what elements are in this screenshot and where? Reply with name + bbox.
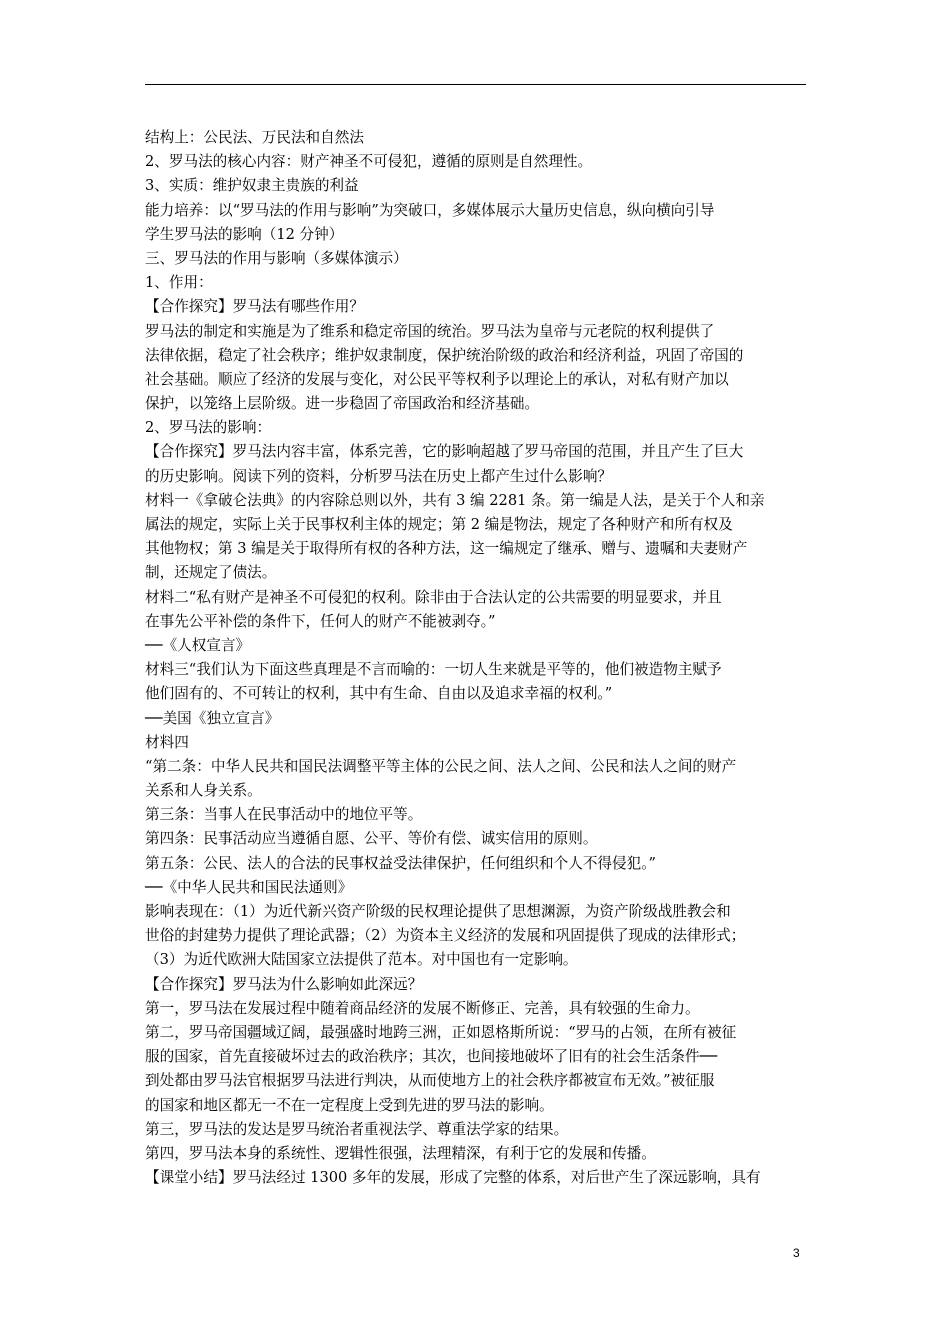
text-line: ──《人权宣言》: [145, 636, 251, 654]
text-line: 材料二“私有财产是神圣不可侵犯的权利。除非由于合法认定的公共需要的明显要求，并且: [145, 588, 722, 606]
text-line: 1、作用：: [145, 274, 213, 292]
header-rule: [145, 84, 806, 85]
text-line: 社会基础。顺应了经济的发展与变化，对公民平等权利予以理论上的承认，对私有财产加以: [145, 370, 729, 388]
text-line: 其他物权；第 3 编是关于取得所有权的各种方法，这一编规定了继承、赠与、遗嘱和夫妻财产: [145, 540, 748, 558]
text-line: 第三条：当事人在民事活动中的地位平等。: [145, 806, 423, 824]
page-number: 3: [793, 1246, 800, 1260]
text-line: 2、罗马法的影响：: [145, 419, 272, 437]
text-line: 他们固有的、不可转让的权利，其中有生命、自由以及追求幸福的权利。”: [145, 685, 613, 703]
text-line: 结构上：公民法、万民法和自然法: [145, 129, 364, 146]
text-line: 【合作探究】罗马法内容丰富，体系完善，它的影响超越了罗马帝国的范围，并且产生了巨大: [145, 443, 744, 461]
text-line: 服的国家，首先直接破坏过去的政治秩序；其次，也间接地破坏了旧有的社会生活条件──: [145, 1048, 718, 1066]
text-line: 关系和人身关系。: [145, 782, 262, 800]
document-body: [145, 126, 806, 1190]
text-line: ──美国《独立宣言》: [145, 709, 280, 727]
text-line: 法律依据，稳定了社会秩序；维护奴隶制度，保护统治阶级的政治和经济利益，巩固了帝国的: [145, 346, 744, 364]
text-line: 保护，以笼络上层阶级。进一步稳固了帝国政治和经济基础。: [145, 395, 540, 413]
text-line: 【课堂小结】罗马法经过 1300 多年的发展，形成了完整的体系，对后世产生了深远影响，具有: [145, 1169, 761, 1187]
text-line: 【合作探究】罗马法有哪些作用？: [145, 298, 364, 316]
text-line: 3、实质：维护奴隶主贵族的利益: [145, 177, 359, 195]
text-line: 2、罗马法的核心内容：财产神圣不可侵犯，遵循的原则是自然理性。: [145, 153, 593, 171]
text-line: 在事先公平补偿的条件下，任何人的财产不能被剥夺。”: [145, 612, 496, 630]
text-line: 第五条：公民、法人的合法的民事权益受法律保护，任何组织和个人不得侵犯。”: [145, 854, 656, 872]
text-line: 【合作探究】罗马法为什么影响如此深远？: [145, 975, 423, 993]
text-line: 影响表现在：（1）为近代新兴资产阶级的民权理论提供了思想渊源，为资产阶级战胜教会和: [145, 903, 731, 920]
text-line: “第二条：中华人民共和国民法调整平等主体的公民之间、法人之间、公民和法人之间的财产: [145, 757, 737, 775]
text-line: 材料一《拿破仑法典》的内容除总则以外，共有 3 编 2281 条。第一编是人法，是关于个人和亲: [145, 491, 765, 509]
text-line: 材料三“我们认为下面这些真理是不言而喻的：一切人生来就是平等的，他们被造物主赋予: [145, 661, 722, 679]
text-line: ──《中华人民共和国民法通则》: [145, 878, 353, 896]
text-line: 罗马法的制定和实施是为了维系和稳定帝国的统治。罗马法为皇帝与元老院的权利提供了: [145, 322, 715, 340]
text-line: 制，还规定了债法。: [145, 564, 277, 582]
text-line: 第四，罗马法本身的系统性、逻辑性很强，法理精深，有利于它的发展和传播。: [145, 1144, 656, 1162]
text-line: 属法的规定，实际上关于民事权利主体的规定；第 2 编是物法，规定了各种财产和所有权及: [145, 516, 733, 533]
text-line: 学生罗马法的影响（12 分钟）: [145, 225, 344, 243]
text-line: 第三，罗马法的发达是罗马统治者重视法学、尊重法学家的结果。: [145, 1120, 569, 1138]
text-line: 第二，罗马帝国疆域辽阔，最强盛时地跨三洲，正如恩格斯所说：“罗马的占领，在所有被征: [145, 1023, 737, 1041]
text-line: 世俗的封建势力提供了理论武器；（2）为资本主义经济的发展和巩固提供了现成的法律形式；: [145, 927, 746, 945]
text-line: 的国家和地区都无一不在一定程度上受到先进的罗马法的影响。: [145, 1096, 554, 1114]
text-line: 到处都由罗马法官根据罗马法进行判决，从而使地方上的社会秩序都被宣布无效。”被征服: [145, 1072, 715, 1090]
text-line: 第一，罗马法在发展过程中随着商品经济的发展不断修正、完善，具有较强的生命力。: [145, 999, 700, 1017]
text-line: 能力培养：以“罗马法的作用与影响”为突破口，多媒体展示大量历史信息，纵向横向引导: [145, 201, 715, 219]
text-line: 材料四: [145, 733, 189, 751]
text-line: 三、罗马法的作用与影响（多媒体演示）: [145, 249, 408, 267]
text-line: 的历史影响。阅读下列的资料，分析罗马法在历史上都产生过什么影响？: [145, 467, 613, 485]
text-line: （3）为近代欧洲大陆国家立法提供了范本。对中国也有一定影响。: [145, 951, 578, 969]
text-line: 第四条：民事活动应当遵循自愿、公平、等价有偿、诚实信用的原则。: [145, 830, 598, 848]
